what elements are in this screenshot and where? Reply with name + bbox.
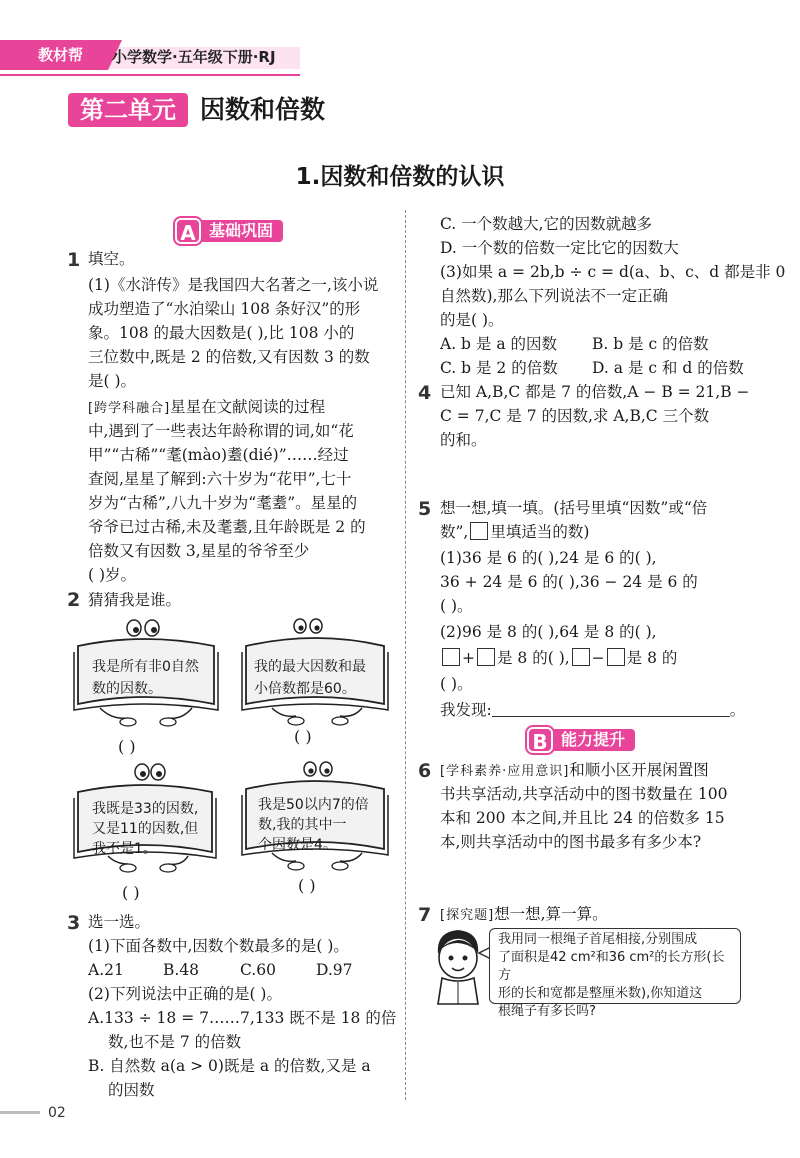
q5-discover	[440, 698, 745, 722]
lesson-title: 1.因数和倍数的认识	[295, 164, 505, 190]
q4-number: 4	[418, 382, 432, 404]
q5-p2-line2	[440, 646, 677, 670]
q6-number: 6	[418, 760, 432, 782]
q4-line3: 的和。	[440, 431, 487, 449]
q1-p2-line4: 查阅,星星了解到:六十岁为“花甲”,七十	[88, 470, 352, 488]
q5-box-1[interactable]	[442, 648, 460, 666]
q3-s3-line1: (3)如果 a = 2b,b ÷ c = d(a、b、c、d 都是非 0	[440, 263, 786, 281]
card3-answer: ( )	[122, 883, 140, 902]
q3-s2-d: D. 一个数的倍数一定比它的因数大	[440, 239, 679, 257]
q3-s2: (2)下列说法中正确的是( )。	[88, 985, 282, 1003]
series-title: 小学数学·五年级下册·RJ	[112, 48, 276, 66]
q1-p2-line6: 爷爷已过古稀,未及耄耋,且年龄既是 2 的	[88, 518, 366, 536]
q6-tag: [学科素养·应用意识]	[440, 764, 570, 779]
q1-p2-line3: 甲”“古稀”“耄(mào)耋(dié)”……经过	[88, 446, 349, 464]
card3-line1: 我既是33的因数,	[92, 801, 199, 817]
q5-p1-line3: ( )。	[440, 597, 473, 615]
card3-line2: 又是11的因数,但	[92, 821, 199, 837]
q3-s2-a2: 数,也不是 7 的倍数	[108, 1033, 242, 1051]
q3-s3-opt-a: A. b 是 a 的因数	[440, 335, 557, 353]
q3-s1: (1)下面各数中,因数个数最多的是( )。	[88, 937, 349, 955]
q5-number: 5	[418, 498, 432, 520]
section-b-badge	[527, 727, 635, 753]
q7-title: 想一想,算一算。	[494, 905, 608, 923]
boy-illustration	[428, 926, 488, 1006]
q3-s3-opt-d: D. a 是 c 和 d 的倍数	[592, 359, 744, 377]
q3-s2-b1: B. 自然数 a(a > 0)既是 a 的倍数,又是 a	[88, 1057, 371, 1075]
q5-p1-line1: (1)36 是 6 的( ),24 是 6 的( ),	[440, 549, 657, 567]
q5-p2-line3: ( )。	[440, 675, 473, 693]
q1-p1-line2: 成功塑造了“水泊梁山 108 条好汉”的形	[88, 300, 361, 318]
q3-s3-opt-b: B. b 是 c 的倍数	[592, 335, 709, 353]
q6-line2: 书共享活动,共享活动中的图书数量在 100	[440, 785, 728, 803]
card1-line2: 数的因数。	[92, 681, 162, 697]
q5-line2-b: 里填适当的数)	[490, 523, 590, 541]
q1-p1-line3: 象。108 的最大因数是( ),比 108 小的	[88, 324, 355, 342]
q5-p2-line1: (2)96 是 8 的( ),64 是 8 的( ),	[440, 623, 657, 641]
q6-line3: 本和 200 本之间,并且比 24 的倍数多 15	[440, 809, 725, 827]
q1-p2-line7: 倍数又有因数 3,星星的爷爷至少	[88, 542, 310, 560]
q3-s1-opt-c: C.60	[240, 961, 276, 979]
q7-tag: [探究题]	[440, 908, 495, 923]
q5-line2-a: 数”,	[440, 523, 469, 541]
q1-p2-line5: 岁为“古稀”,八九十岁为“耄耋”。星星的	[88, 494, 358, 512]
q5-box-4[interactable]	[607, 648, 625, 666]
q1-p2-tag: [跨学科融合]	[88, 401, 171, 416]
card4-line1: 我是50以内7的倍	[258, 797, 369, 813]
q1-p2-line1	[88, 395, 325, 421]
q6-line1	[440, 758, 709, 784]
q5-p2-l2-d: 是 8 的	[626, 649, 678, 667]
card1-answer: ( )	[118, 737, 136, 756]
q3-s1-opt-d: D.97	[316, 961, 353, 979]
q5-p2-l2-b: 是 8 的( ),	[497, 649, 570, 667]
q5-line2	[440, 520, 589, 544]
q1-p2-line8: ( )岁。	[88, 566, 137, 584]
q3-title: 选一选。	[88, 913, 151, 931]
section-b-label: 能力提升	[549, 729, 635, 751]
brand-tag: 教材帮	[0, 40, 108, 70]
section-a-letter: A	[175, 218, 201, 244]
page-number: 02	[48, 1105, 66, 1121]
q1-title: 填空。	[88, 250, 135, 268]
unit-label: 第二单元	[68, 93, 188, 127]
q2-title: 猜猜我是谁。	[88, 591, 182, 609]
card4-line3: 个因数是4。	[258, 837, 337, 853]
q5-discover-end: 。	[729, 701, 746, 719]
q7-number: 7	[418, 904, 432, 926]
q3-s2-c: C. 一个数越大,它的因数就越多	[440, 215, 653, 233]
q5-box-2[interactable]	[477, 648, 495, 666]
q5-box-legend	[470, 522, 488, 540]
q7-speech-bubble	[489, 928, 741, 1019]
q4-line1: 已知 A,B,C 都是 7 的倍数,A − B = 21,B −	[440, 383, 750, 401]
section-a-badge	[175, 218, 283, 244]
card1-line1: 我是所有非0自然	[92, 659, 199, 675]
q7-speech-line3: 形的长和宽都是整厘米数),你知道这	[498, 986, 703, 1001]
footer-bar	[0, 1111, 40, 1114]
q1-p1-line4: 三位数中,既是 2 的倍数,又有因数 3 的数	[88, 348, 370, 366]
q3-s2-b2: 的因数	[108, 1081, 155, 1099]
column-divider	[405, 210, 406, 1100]
q3-s3-line3: 的是( )。	[440, 311, 504, 329]
section-b-letter: B	[527, 727, 553, 753]
q5-plus: +	[462, 649, 475, 667]
q3-s1-opt-b: B.48	[163, 961, 200, 979]
q5-discover-line[interactable]	[492, 701, 730, 717]
q5-box-3[interactable]	[572, 648, 590, 666]
q1-p1-line5: 是( )。	[88, 372, 137, 390]
card4-line2: 数,我的其中一	[258, 817, 347, 833]
q3-s2-a1: A.133 ÷ 18 = 7……7,133 既不是 18 的倍	[88, 1009, 397, 1027]
q1-p2-line1-text: 星星在文献阅读的过程	[170, 398, 326, 416]
header-rule	[0, 74, 300, 76]
section-a-label: 基础巩固	[197, 220, 283, 242]
q5-line1: 想一想,填一填。(括号里填“因数”或“倍	[440, 499, 708, 517]
q7-speech-line4: 根绳子有多长吗?	[498, 1004, 596, 1019]
q2-number: 2	[67, 589, 81, 611]
q5-minus: −	[591, 649, 605, 667]
q6-line4: 本,则共享活动中的图书最多有多少本?	[440, 833, 702, 851]
q3-s3-opt-c: C. b 是 2 的倍数	[440, 359, 558, 377]
card3-line3: 我不是1。	[92, 841, 157, 857]
q5-discover-label: 我发现:	[440, 701, 492, 719]
card2-line2: 小倍数都是60。	[254, 681, 356, 697]
q4-line2: C = 7,C 是 7 的因数,求 A,B,C 三个数	[440, 407, 710, 425]
q3-s1-opt-a: A.21	[88, 961, 124, 979]
q7-title-line	[440, 902, 608, 928]
q7-speech-line1: 我用同一根绳子首尾相接,分别围成	[498, 932, 698, 947]
q7-speech-line2: 了面积是42 cm²和36 cm²的长方形(长方	[498, 950, 725, 983]
q3-s3-line2: 自然数),那么下列说法不一定正确	[440, 287, 668, 305]
q1-number: 1	[67, 249, 81, 271]
q6-line1-text: 和顺小区开展闲置图	[569, 761, 709, 779]
card4-answer: ( )	[298, 876, 316, 895]
q5-p1-line2: 36 + 24 是 6 的( ),36 − 24 是 6 的	[440, 573, 698, 591]
q1-p2-line2: 中,遇到了一些表达年龄称谓的词,如“花	[88, 422, 354, 440]
unit-title: 因数和倍数	[200, 95, 326, 124]
q1-p1-line1: (1)《水浒传》是我国四大名著之一,该小说	[88, 276, 379, 294]
q3-number: 3	[67, 912, 81, 934]
card2-answer: ( )	[294, 727, 312, 746]
card2-line1: 我的最大因数和最	[254, 659, 366, 675]
